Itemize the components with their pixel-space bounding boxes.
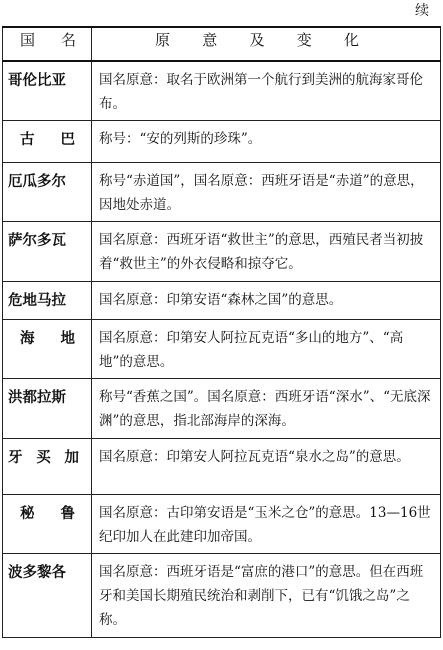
header-desc-char: 意 [202, 31, 218, 49]
table-row [3, 222, 441, 282]
header-desc-char: 原 [155, 31, 171, 49]
country-desc: 国名原意：印第安人阿拉瓦克语“多山的地方”、“高地”的意思。 [92, 320, 441, 379]
country-name: 洪都拉斯 [3, 379, 92, 439]
country-name: 波多黎各 [3, 554, 92, 638]
country-name-char: 鲁 [60, 505, 75, 522]
header-name-char: 名 [60, 31, 76, 49]
country-name [3, 495, 92, 554]
country-desc: 称号“香蕉之国”。国名原意：西班牙语“深水”、“无底深渊”的意思，指北部海岸的深海。 [92, 379, 441, 439]
table-row [3, 61, 441, 121]
country-name-char: 秘 [20, 505, 35, 522]
table-row [3, 439, 441, 495]
country-desc: 国名原意：印第安人阿拉瓦克语“泉水之岛”的意思。 [92, 439, 441, 495]
country-name [3, 121, 92, 163]
country-desc: 国名原意：印第安语“森林之国”的意思。 [92, 282, 441, 320]
continued-mark: 续 [415, 3, 429, 19]
country-name-char: 地 [60, 330, 75, 347]
country-name: 萨尔多瓦 [3, 222, 92, 282]
country-desc: 国名原意：古印第安语是“玉米之仓”的意思。13—16世纪印加人在此建印加帝国。 [92, 495, 441, 554]
country-desc: 国名原意：西班牙语“救世主”的意思，西殖民者当初披着“救世主”的外衣侵略和掠夺它。 [92, 222, 441, 282]
table-row [3, 163, 441, 222]
country-name-char: 加 [64, 449, 79, 466]
country-name: 哥伦比亚 [3, 61, 92, 121]
country-name-char: 买 [36, 449, 51, 466]
table-header-row [3, 27, 441, 61]
table-row [3, 495, 441, 554]
table-row [3, 282, 441, 320]
header-desc-char: 变 [296, 31, 312, 49]
country-name: 危地马拉 [3, 282, 92, 320]
table-row [3, 554, 441, 638]
header-name-char: 国 [20, 31, 36, 49]
table-row [3, 320, 441, 379]
country-name-char: 巴 [60, 131, 75, 148]
country-name [3, 439, 92, 495]
country-table [2, 26, 441, 638]
country-name-char: 牙 [8, 449, 23, 466]
table-row [3, 379, 441, 439]
header-name-cell [3, 27, 92, 61]
header-desc-char: 及 [249, 31, 265, 49]
country-desc: 国名原意：取名于欧洲第一个航行到美洲的航海家哥伦布。 [92, 61, 441, 121]
country-name [3, 320, 92, 379]
country-desc: 称号“赤道国”，国名原意：西班牙语是“赤道”的意思，因地处赤道。 [92, 163, 441, 222]
country-name-char: 古 [20, 131, 35, 148]
header-desc-cell [92, 27, 441, 61]
country-name-char: 海 [20, 330, 35, 347]
header-desc-char: 化 [343, 31, 359, 49]
country-desc: 国名原意：西班牙语是“富庶的港口”的意思。但在西班牙和美国长期殖民统治和剥削下，已有“饥饿之岛”之称。 [92, 554, 441, 638]
country-name: 厄瓜多尔 [3, 163, 92, 222]
country-desc: 称号：“安的列斯的珍珠”。 [92, 121, 441, 163]
table-row [3, 121, 441, 163]
